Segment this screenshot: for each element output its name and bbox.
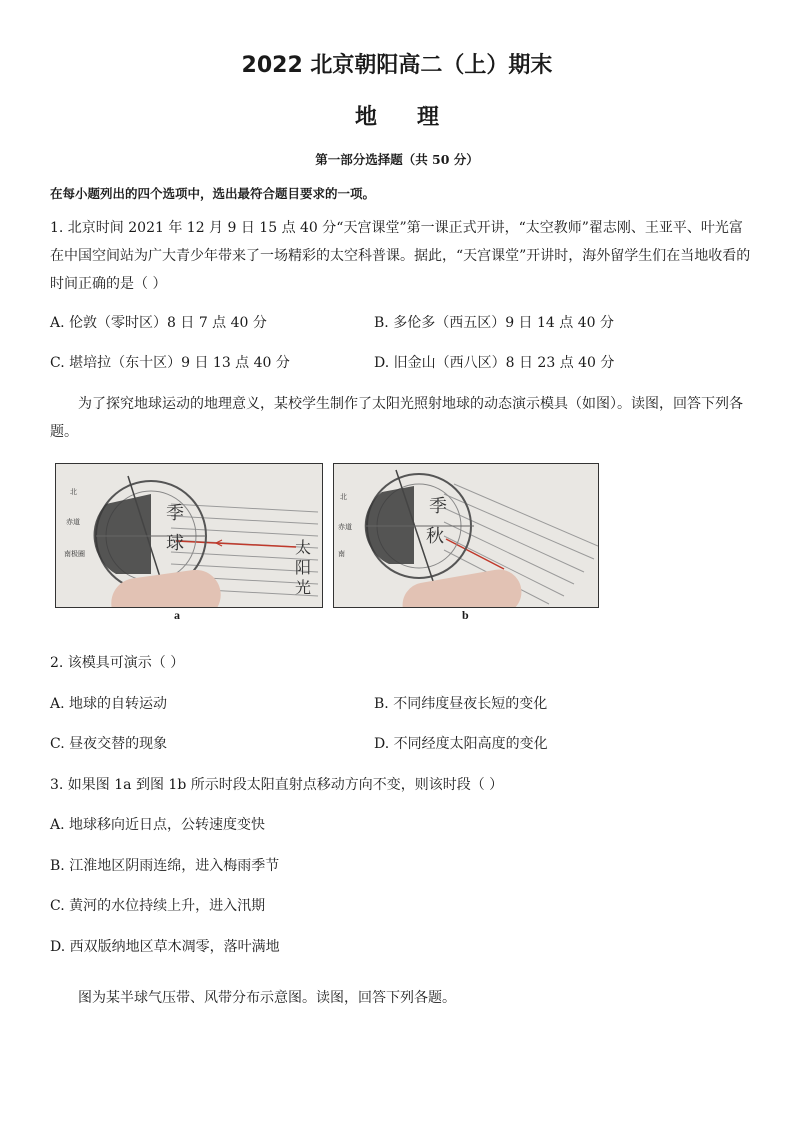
sunlight-label-char: 光 <box>294 578 311 597</box>
intro-next-questions: 图为某半球气压带、风带分布示意图。读图，回答下列各题。 <box>78 990 456 1006</box>
question-1-stem: 1. 北京时间 2021 年 12 月 9 日 15 点 40 分“天宫课堂”第一课正式开讲，“太空教师”翟志刚、王亚平、叶光富在中国空间站为广大青少年带来了一场精彩的太空科普课。据此，“天宫课堂”开讲时，海外留学生们在当地收看的时间正确的是（ ） <box>50 220 751 292</box>
page-title: 2022 北京朝阳高二（上）期末 <box>241 53 553 78</box>
intro-questions-2-3: 为了探究地球运动的地理意义，某校学生制作了太阳光照射地球的动态演示模具（如图）。读图，回答下列各题。 <box>50 396 743 440</box>
instruction-text: 在每小题列出的四个选项中，选出最符合题目要求的一项。 <box>50 186 376 201</box>
section-title: 第一部分选择题（共 50 分） <box>315 152 479 167</box>
question-2-stem: 2. 该模具可演示（ ） <box>50 655 185 671</box>
figure-a-photo <box>55 463 323 608</box>
question-3-stem: 3. 如果图 1a 到图 1b 所示时段太阳直射点移动方向不变，则该时段（ ） <box>50 777 504 793</box>
question-2-option-b: B. 不同纬度昼夜长短的变化 <box>374 696 548 712</box>
sunlight-label-char: 太 <box>294 538 311 557</box>
svg-text:球: 球 <box>166 533 184 554</box>
svg-text:北: 北 <box>340 493 347 501</box>
svg-text:北: 北 <box>70 488 77 496</box>
svg-text:南: 南 <box>338 550 345 558</box>
question-3-option-c: C. 黄河的水位持续上升，进入汛期 <box>50 898 266 914</box>
sunlight-label-char: 阳 <box>294 558 311 577</box>
question-2-option-c: C. 昼夜交替的现象 <box>50 736 168 752</box>
subject-title: 地理 <box>354 105 479 130</box>
question-3-option-a: A. 地球移向近日点，公转速度变快 <box>50 817 266 833</box>
svg-text:南极圈: 南极圈 <box>64 550 85 558</box>
svg-text:赤道: 赤道 <box>66 518 80 526</box>
sunlight-label <box>292 538 314 598</box>
question-3-option-d: D. 西双版纳地区草木凋零，落叶满地 <box>50 939 280 955</box>
svg-text:季: 季 <box>429 496 447 517</box>
figure-b-photo <box>333 463 599 608</box>
svg-text:赤道: 赤道 <box>338 523 352 531</box>
question-1-option-c: C. 堪培拉（东十区）9 日 13 点 40 分 <box>50 355 290 371</box>
question-1-option-b: B. 多伦多（西五区）9 日 14 点 40 分 <box>374 315 614 331</box>
question-1-option-d: D. 旧金山（西八区）8 日 23 点 40 分 <box>374 355 615 371</box>
figure-a-caption: a <box>174 608 180 622</box>
question-1-option-a: A. 伦敦（零时区）8 日 7 点 40 分 <box>50 315 267 331</box>
question-2-option-d: D. 不同经度太阳高度的变化 <box>374 736 548 752</box>
figure-b-caption: b <box>462 608 469 622</box>
question-2-option-a: A. 地球的自转运动 <box>50 696 168 712</box>
question-3-option-b: B. 江淮地区阴雨连绵，进入梅雨季节 <box>50 858 280 874</box>
svg-text:秋: 秋 <box>426 526 444 547</box>
svg-text:季: 季 <box>166 503 184 524</box>
